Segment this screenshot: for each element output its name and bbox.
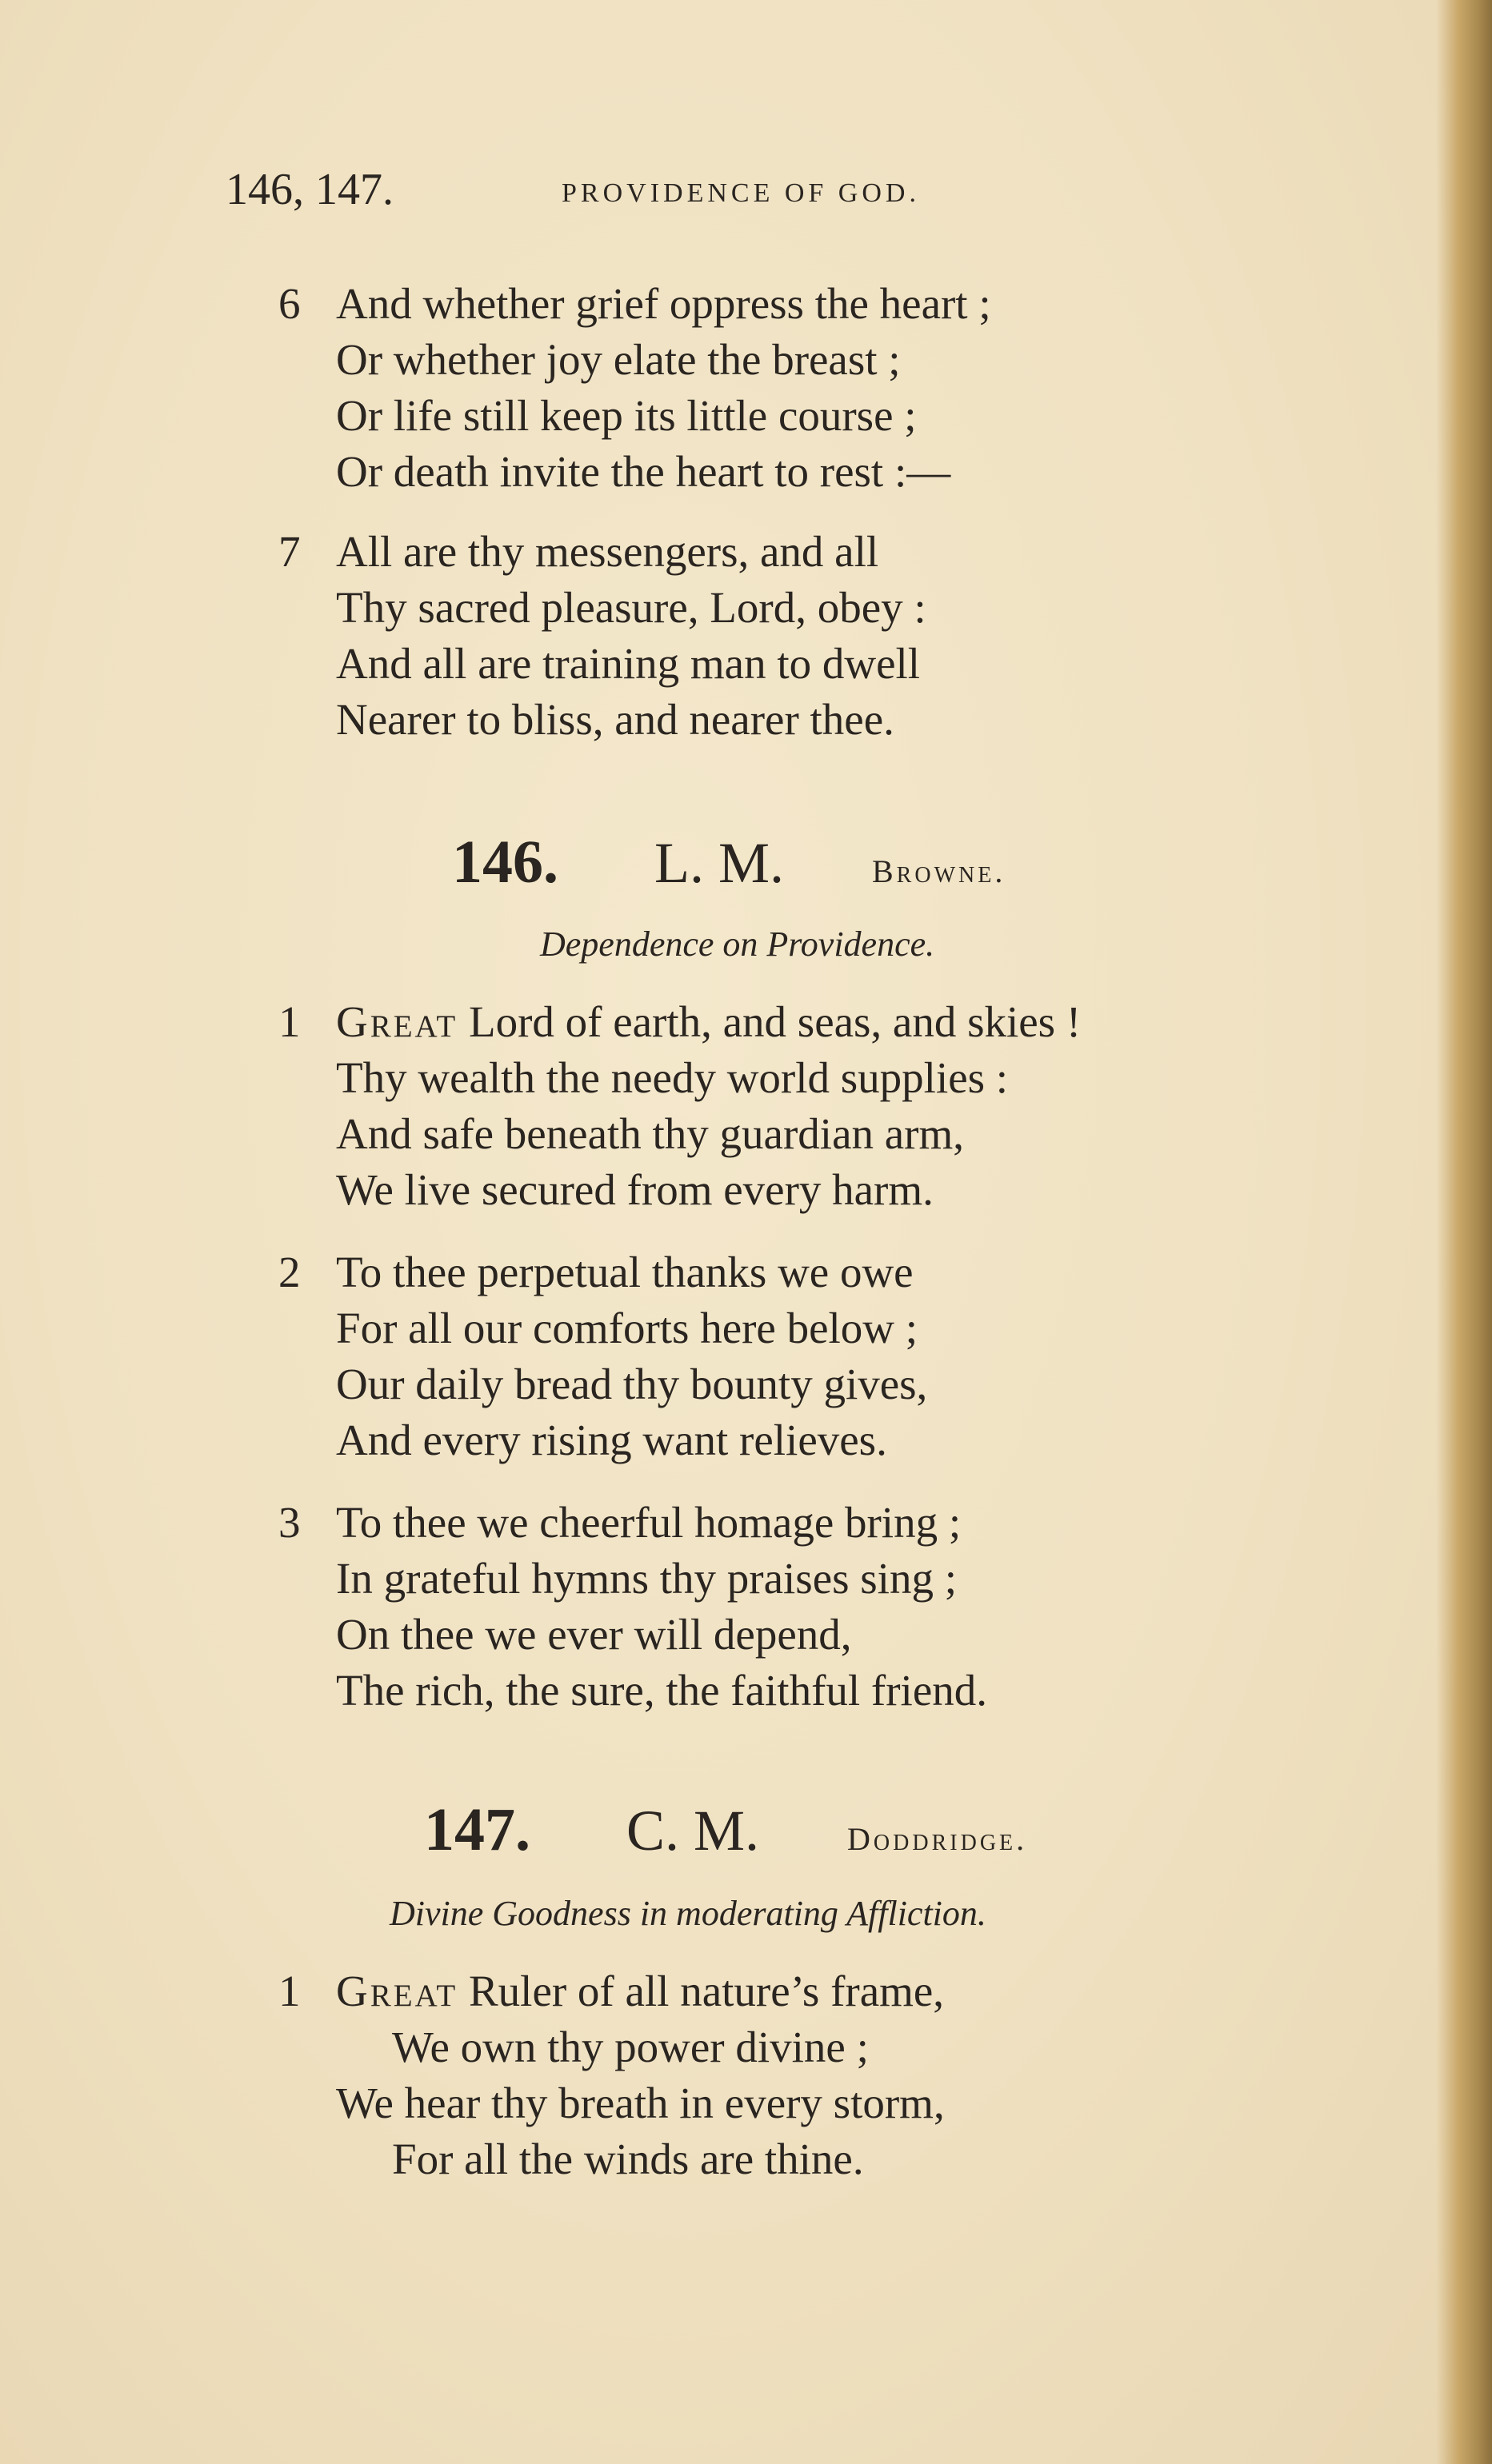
verse-line: Our daily bread thy bounty gives,	[336, 1360, 928, 1408]
verse-line	[336, 994, 1081, 1050]
verse-line: On thee we ever will depend,	[336, 1610, 852, 1659]
verse-line: In grateful hymns thy praises sing ;	[336, 1554, 957, 1603]
initial-word: Great	[336, 1967, 458, 2015]
initial-word: Great	[336, 997, 458, 1046]
running-title: PROVIDENCE OF GOD.	[562, 178, 920, 208]
verse	[272, 524, 991, 748]
hymn-number: 147.	[424, 1796, 530, 1863]
verse-number: 7	[278, 527, 301, 576]
verse-number: 1	[278, 997, 301, 1046]
verse-line: Or life still keep its little course ;	[336, 391, 917, 440]
hymn-147-verses	[272, 1963, 945, 2187]
hymn-number: 146.	[452, 829, 558, 896]
verse-line: Or death invite the heart to rest :—	[336, 447, 951, 496]
verse-line: Nearer to bliss, and nearer thee.	[336, 695, 894, 744]
verse-number: 1	[278, 1967, 301, 2015]
verse-line: We hear thy breath in every storm,	[336, 2079, 945, 2127]
verse-line: For all our comforts here below ;	[336, 1304, 918, 1352]
verse-line: To thee perpetual thanks we owe	[336, 1248, 914, 1296]
page-edge-shadow	[1436, 0, 1492, 2464]
verse-line: And whether grief oppress the heart ;	[336, 279, 991, 328]
hymn-147-subtitle: Divine Goodness in moderating Affliction.	[390, 1894, 986, 1933]
verse-number: 6	[278, 279, 301, 328]
hymn-146-verses	[272, 994, 1081, 1719]
page-numbers: 146, 147.	[226, 165, 394, 214]
verse-line: Thy wealth the needy world supplies :	[336, 1053, 1009, 1102]
verse-line: We own thy power divine ;	[392, 2023, 869, 2071]
verse-line: And safe beneath thy guardian arm,	[336, 1109, 964, 1158]
verse-line: We live secured from every harm.	[336, 1165, 934, 1214]
hymn-meter: C. M.	[626, 1799, 760, 1863]
verse	[272, 1495, 1081, 1719]
verse-line: Or whether joy elate the breast ;	[336, 335, 901, 384]
verse	[272, 1963, 945, 2187]
verse-line: For all the winds are thine.	[392, 2135, 864, 2183]
verse-line: All are thy messengers, and all	[336, 527, 879, 576]
verse-line: To thee we cheerful homage bring ;	[336, 1498, 962, 1547]
verse-line: And every rising want relieves.	[336, 1416, 887, 1464]
verse	[272, 994, 1081, 1218]
hymn-author: Browne.	[872, 853, 1006, 889]
verse-line: And all are training man to dwell	[336, 639, 921, 688]
verse	[272, 1244, 1081, 1468]
hymn-147-heading	[424, 1795, 1027, 1867]
verse-line: The rich, the sure, the faithful friend.	[336, 1666, 987, 1715]
verse	[272, 276, 991, 500]
running-header	[226, 164, 1026, 220]
hymn-author: Doddridge.	[847, 1821, 1028, 1857]
first-line-text: Ruler of all nature’s frame,	[458, 1967, 945, 2015]
hymn-146-heading	[452, 828, 1006, 900]
first-line-text: Lord of earth, and seas, and skies !	[458, 997, 1082, 1046]
verse-line	[336, 1963, 945, 2019]
verse-number: 2	[278, 1248, 301, 1296]
hymn-meter: L. M.	[654, 831, 784, 895]
continued-hymn	[272, 276, 991, 748]
verse-line: Thy sacred pleasure, Lord, obey :	[336, 583, 926, 632]
verse-number: 3	[278, 1498, 301, 1547]
hymn-146-subtitle: Dependence on Providence.	[540, 924, 935, 964]
